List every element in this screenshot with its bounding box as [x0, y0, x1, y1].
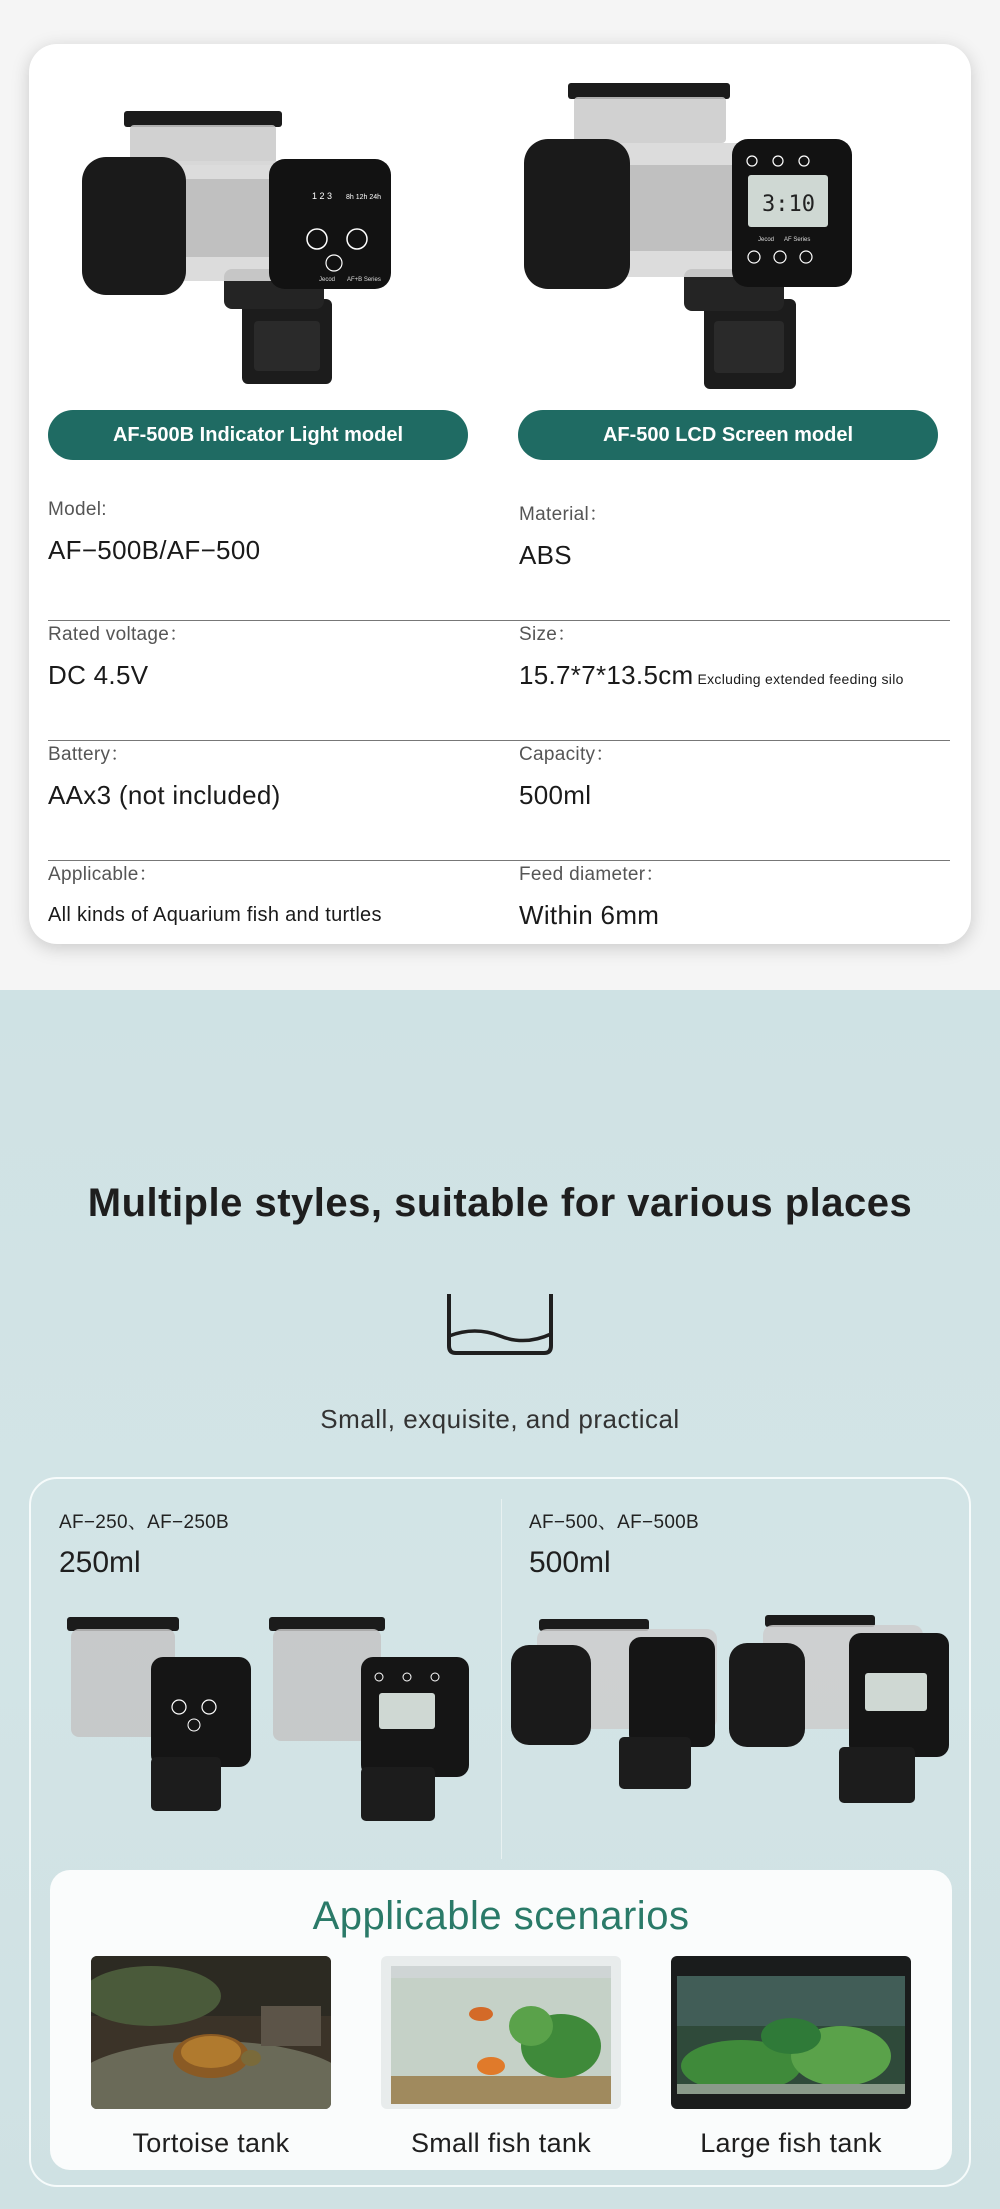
spec-value [519, 660, 904, 691]
capacity-500 [529, 1507, 699, 1580]
spec-capacity [519, 739, 615, 811]
capacity-card [29, 1477, 971, 2187]
af-500b-model-pill: AF-500B Indicator Light model [48, 410, 468, 460]
capacity-volume: 250ml [59, 1546, 141, 1579]
device-series: AF+B Series [347, 277, 381, 283]
spec-material [519, 499, 608, 571]
size-value: 15.7*7*13.5cm [519, 660, 694, 690]
device-brand: Jecod [319, 277, 336, 283]
spec-label: Applicable： [48, 864, 158, 885]
spec-battery [48, 739, 281, 811]
spec-label: Material： [519, 504, 609, 525]
spec-label: Rated voltage： [48, 624, 189, 645]
spec-value: AF−500B/AF−500 [48, 535, 261, 565]
capacity-volume: 500ml [529, 1546, 611, 1579]
device-lcd-readout: 3:10 [762, 192, 815, 217]
scenarios-card [50, 1870, 952, 2170]
device-time-labels: 8h 12h 24h [346, 194, 382, 201]
scenarios-title: Applicable scenarios [312, 1894, 690, 1938]
scenario-caption: Tortoise tank [132, 2128, 290, 2158]
af-250-feeders-image [61, 1597, 481, 1827]
large-fish-tank-photo [671, 1956, 911, 2109]
spec-row [48, 499, 950, 621]
spec-label: Feed diameter： [519, 864, 665, 885]
spec-row [48, 859, 950, 939]
spec-value: 500ml [519, 780, 592, 810]
af-500-feeders-image [509, 1597, 959, 1827]
scenario-caption: Small fish tank [410, 2128, 592, 2158]
spec-model [48, 499, 260, 566]
device-series: AF Series [784, 237, 811, 243]
spec-value: DC 4.5V [48, 660, 149, 690]
spec-label: Model: [48, 499, 107, 520]
spec-value: All kinds of Aquarium fish and turtles [48, 904, 382, 926]
spec-label: Capacity： [519, 744, 615, 765]
af-500b-feeder-image [64, 69, 424, 429]
spec-rated-voltage [48, 619, 188, 691]
size-note: Excluding extended feeding silo [697, 671, 904, 687]
styles-headline: Multiple styles, suitable for various places [87, 1181, 913, 1225]
capacity-models: AF−500、AF−500B [529, 1512, 700, 1533]
scenario-small-fish-tank [381, 1956, 621, 2159]
capacity-250 [59, 1507, 229, 1580]
tank-water-icon [445, 1292, 555, 1356]
spec-row [48, 739, 950, 861]
af-500-model-pill: AF-500 LCD Screen model [518, 410, 938, 460]
small-fish-tank-photo [381, 1956, 621, 2109]
capacity-models: AF−250、AF−250B [59, 1512, 230, 1533]
scenario-tortoise-tank [91, 1956, 331, 2159]
spec-label: Battery： [48, 744, 130, 765]
capacity-divider [501, 1499, 502, 1859]
spec-row [48, 619, 950, 741]
tortoise-tank-photo [91, 1956, 331, 2109]
spec-size [519, 619, 904, 691]
spec-card [29, 44, 971, 944]
spec-applicable [48, 859, 382, 927]
spec-value: Within 6mm [519, 900, 660, 930]
device-brand: Jecod [758, 237, 775, 243]
scenario-caption: Large fish tank [700, 2128, 882, 2158]
spec-value: ABS [519, 540, 572, 570]
spec-label: Size： [519, 624, 577, 645]
specs-section [0, 0, 1000, 990]
af-500-feeder-image [514, 69, 874, 429]
spec-feed-diameter [519, 859, 665, 931]
spec-value: AAx3 (not included) [48, 780, 281, 810]
styles-subline: Small, exquisite, and practical [320, 1404, 680, 1434]
scenario-large-fish-tank [671, 1956, 911, 2159]
device-led-labels: 1 2 3 [312, 191, 333, 201]
